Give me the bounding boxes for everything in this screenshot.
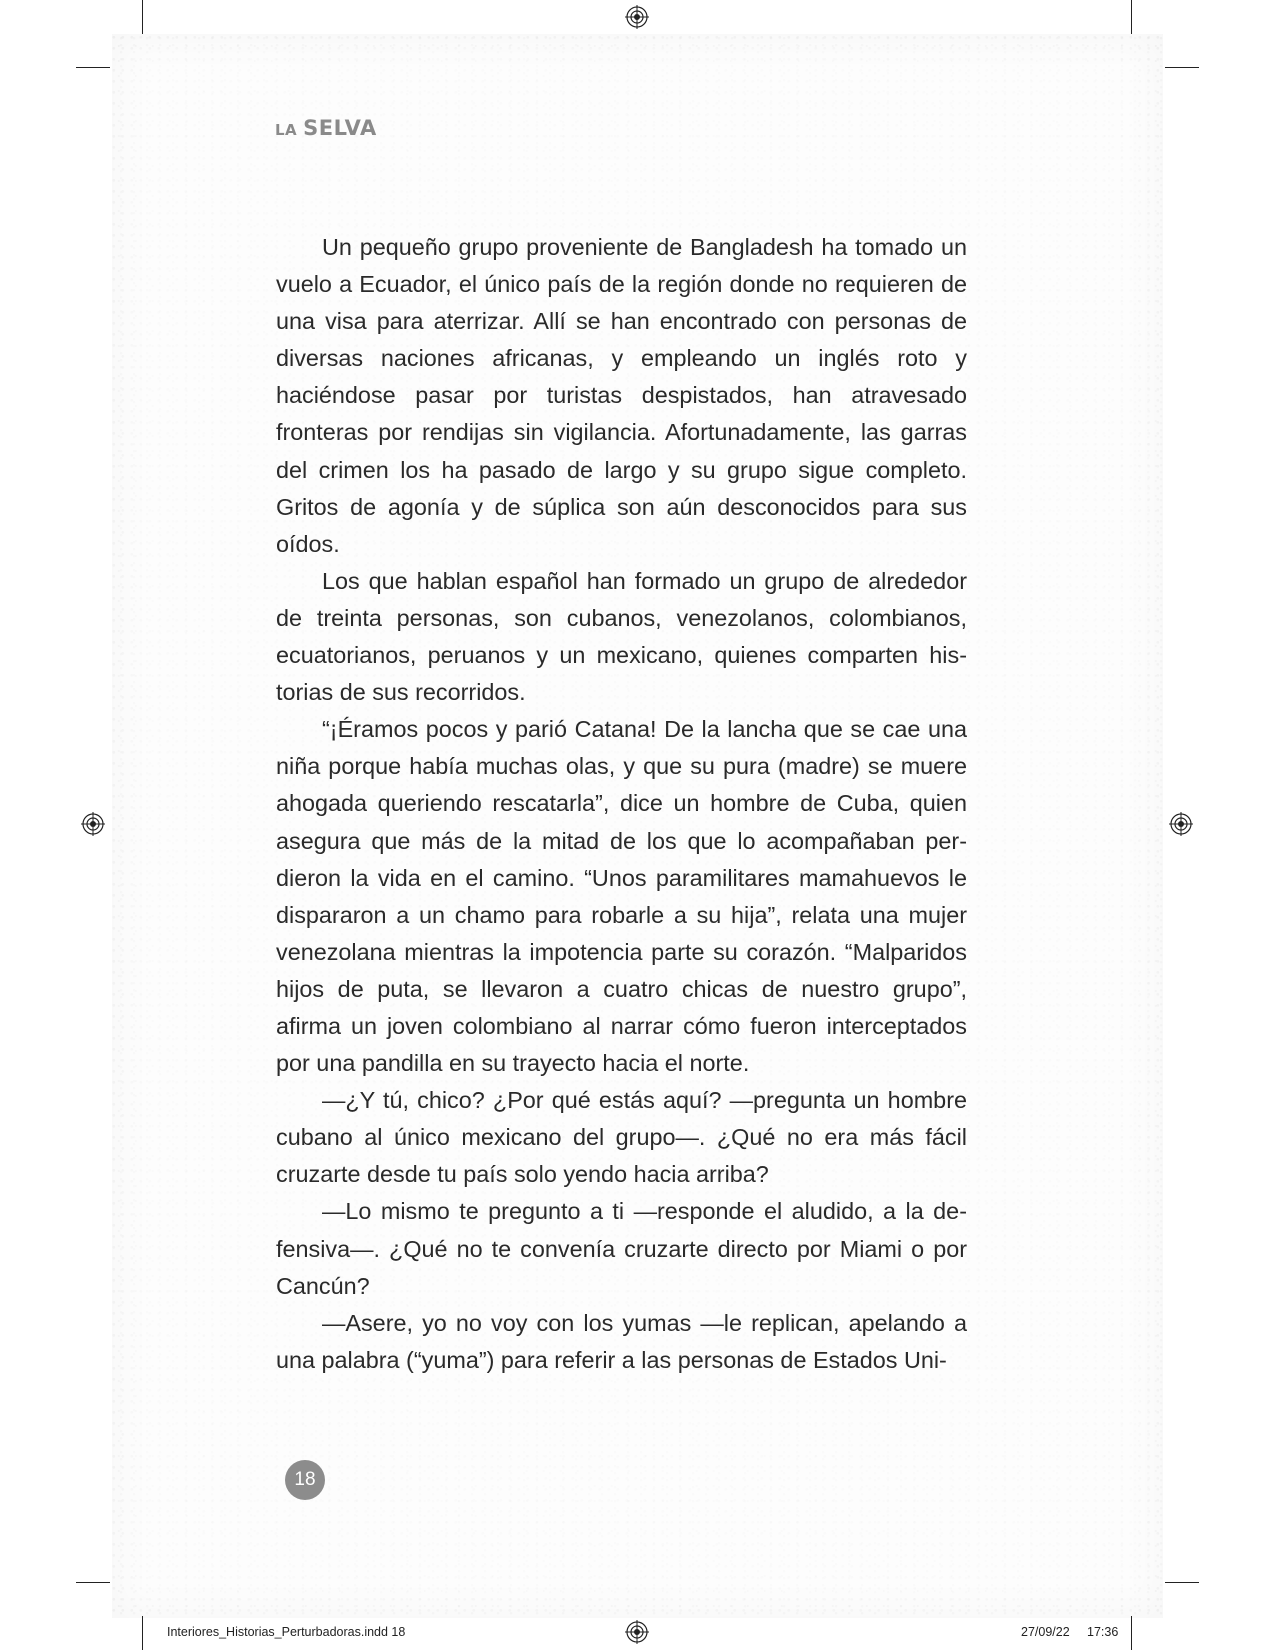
paragraph: —¿Y tú, chico? ¿Por qué estás aquí? —pregunta un hombre cubano al único mexicano del grupo—. ¿Qué no era más fácil cruzarte desde tu país solo yendo hacia arriba? [276, 1087, 967, 1188]
crop-mark-top-right-vertical [1131, 0, 1132, 34]
registration-mark-bottom-icon [625, 1620, 649, 1644]
running-head-big: SELVA [303, 116, 377, 140]
slug-time: 17:36 [1087, 1625, 1119, 1639]
paragraph: Los que hablan español han formado un grupo de alrededor de treinta personas, son cubanos, venezolanos, colombianos, ecuatorianos, peruanos y un mexicano, quienes comparten historias de sus recorridos. [276, 567, 967, 706]
page-number: 18 [294, 1469, 316, 1490]
body-text [276, 229, 967, 1379]
slug-date: 27/09/22 [1021, 1625, 1070, 1639]
paragraph: —Lo mismo te pregunto a ti —responde el aludido, a la defensiva—. ¿Qué no te convenía cruzarte directo por Miami o por Cancún? [276, 1198, 967, 1299]
crop-mark-bottom-right-horizontal [1165, 1582, 1199, 1583]
registration-mark-right-icon [1169, 812, 1193, 836]
slug-file-name: Interiores_Historias_Perturbadoras.indd 18 [167, 1625, 406, 1639]
crop-mark-bottom-left-vertical [142, 1616, 143, 1650]
paragraph: Un pequeño grupo proveniente de Bangladesh ha tomado un vuelo a Ecuador, el único país de la región donde no requieren de una visa para aterrizar. Allí se han encontrado con personas de diversas naciones africanas, y empleando un inglés roto y haciéndose pasar por turistas despistados, han atravesado fronteras por rendijas sin vigilancia. Afortunadamente, las garras del crimen los ha pasado de largo y su grupo sigue completo. Gritos de agonía y de súplica son aún desconocidos para sus oídos. [276, 234, 967, 557]
registration-mark-top-icon [625, 5, 649, 29]
crop-mark-bottom-right-vertical [1131, 1616, 1132, 1650]
paragraph: —Asere, yo no voy con los yumas —le replican, apelando a una palabra (“yuma”) para referir a las personas de Estados Uni- [276, 1309, 967, 1373]
paragraph: “¡Éramos pocos y parió Catana! De la lancha que se cae una niña porque había muchas olas, y que su pura (madre) se muere ahogada queriendo rescatarla”, dice un hombre de Cuba, quien asegura que más de la mitad de los que lo acompañaban perdieron la vida en el camino. “Unos paramilitares mamahuevos le dispararon a un chamo para robarle a su hija”, relata una mujer venezolana mientras la impotencia parte su corazón. “Malparidos hijos de puta, se llevaron a cuatro chicas de nuestro grupo”, afirma un joven colombiano al narrar cómo fueron interceptados por una pandilla en su trayecto hacia el norte. [276, 716, 967, 1077]
crop-mark-top-left-horizontal [76, 67, 110, 68]
crop-mark-top-right-horizontal [1165, 67, 1199, 68]
page-number-badge [285, 1460, 325, 1500]
registration-mark-left-icon [81, 812, 105, 836]
crop-mark-bottom-left-horizontal [76, 1582, 110, 1583]
crop-mark-top-left-vertical [142, 0, 143, 34]
running-head [275, 116, 377, 140]
running-head-small: LA [275, 121, 298, 139]
